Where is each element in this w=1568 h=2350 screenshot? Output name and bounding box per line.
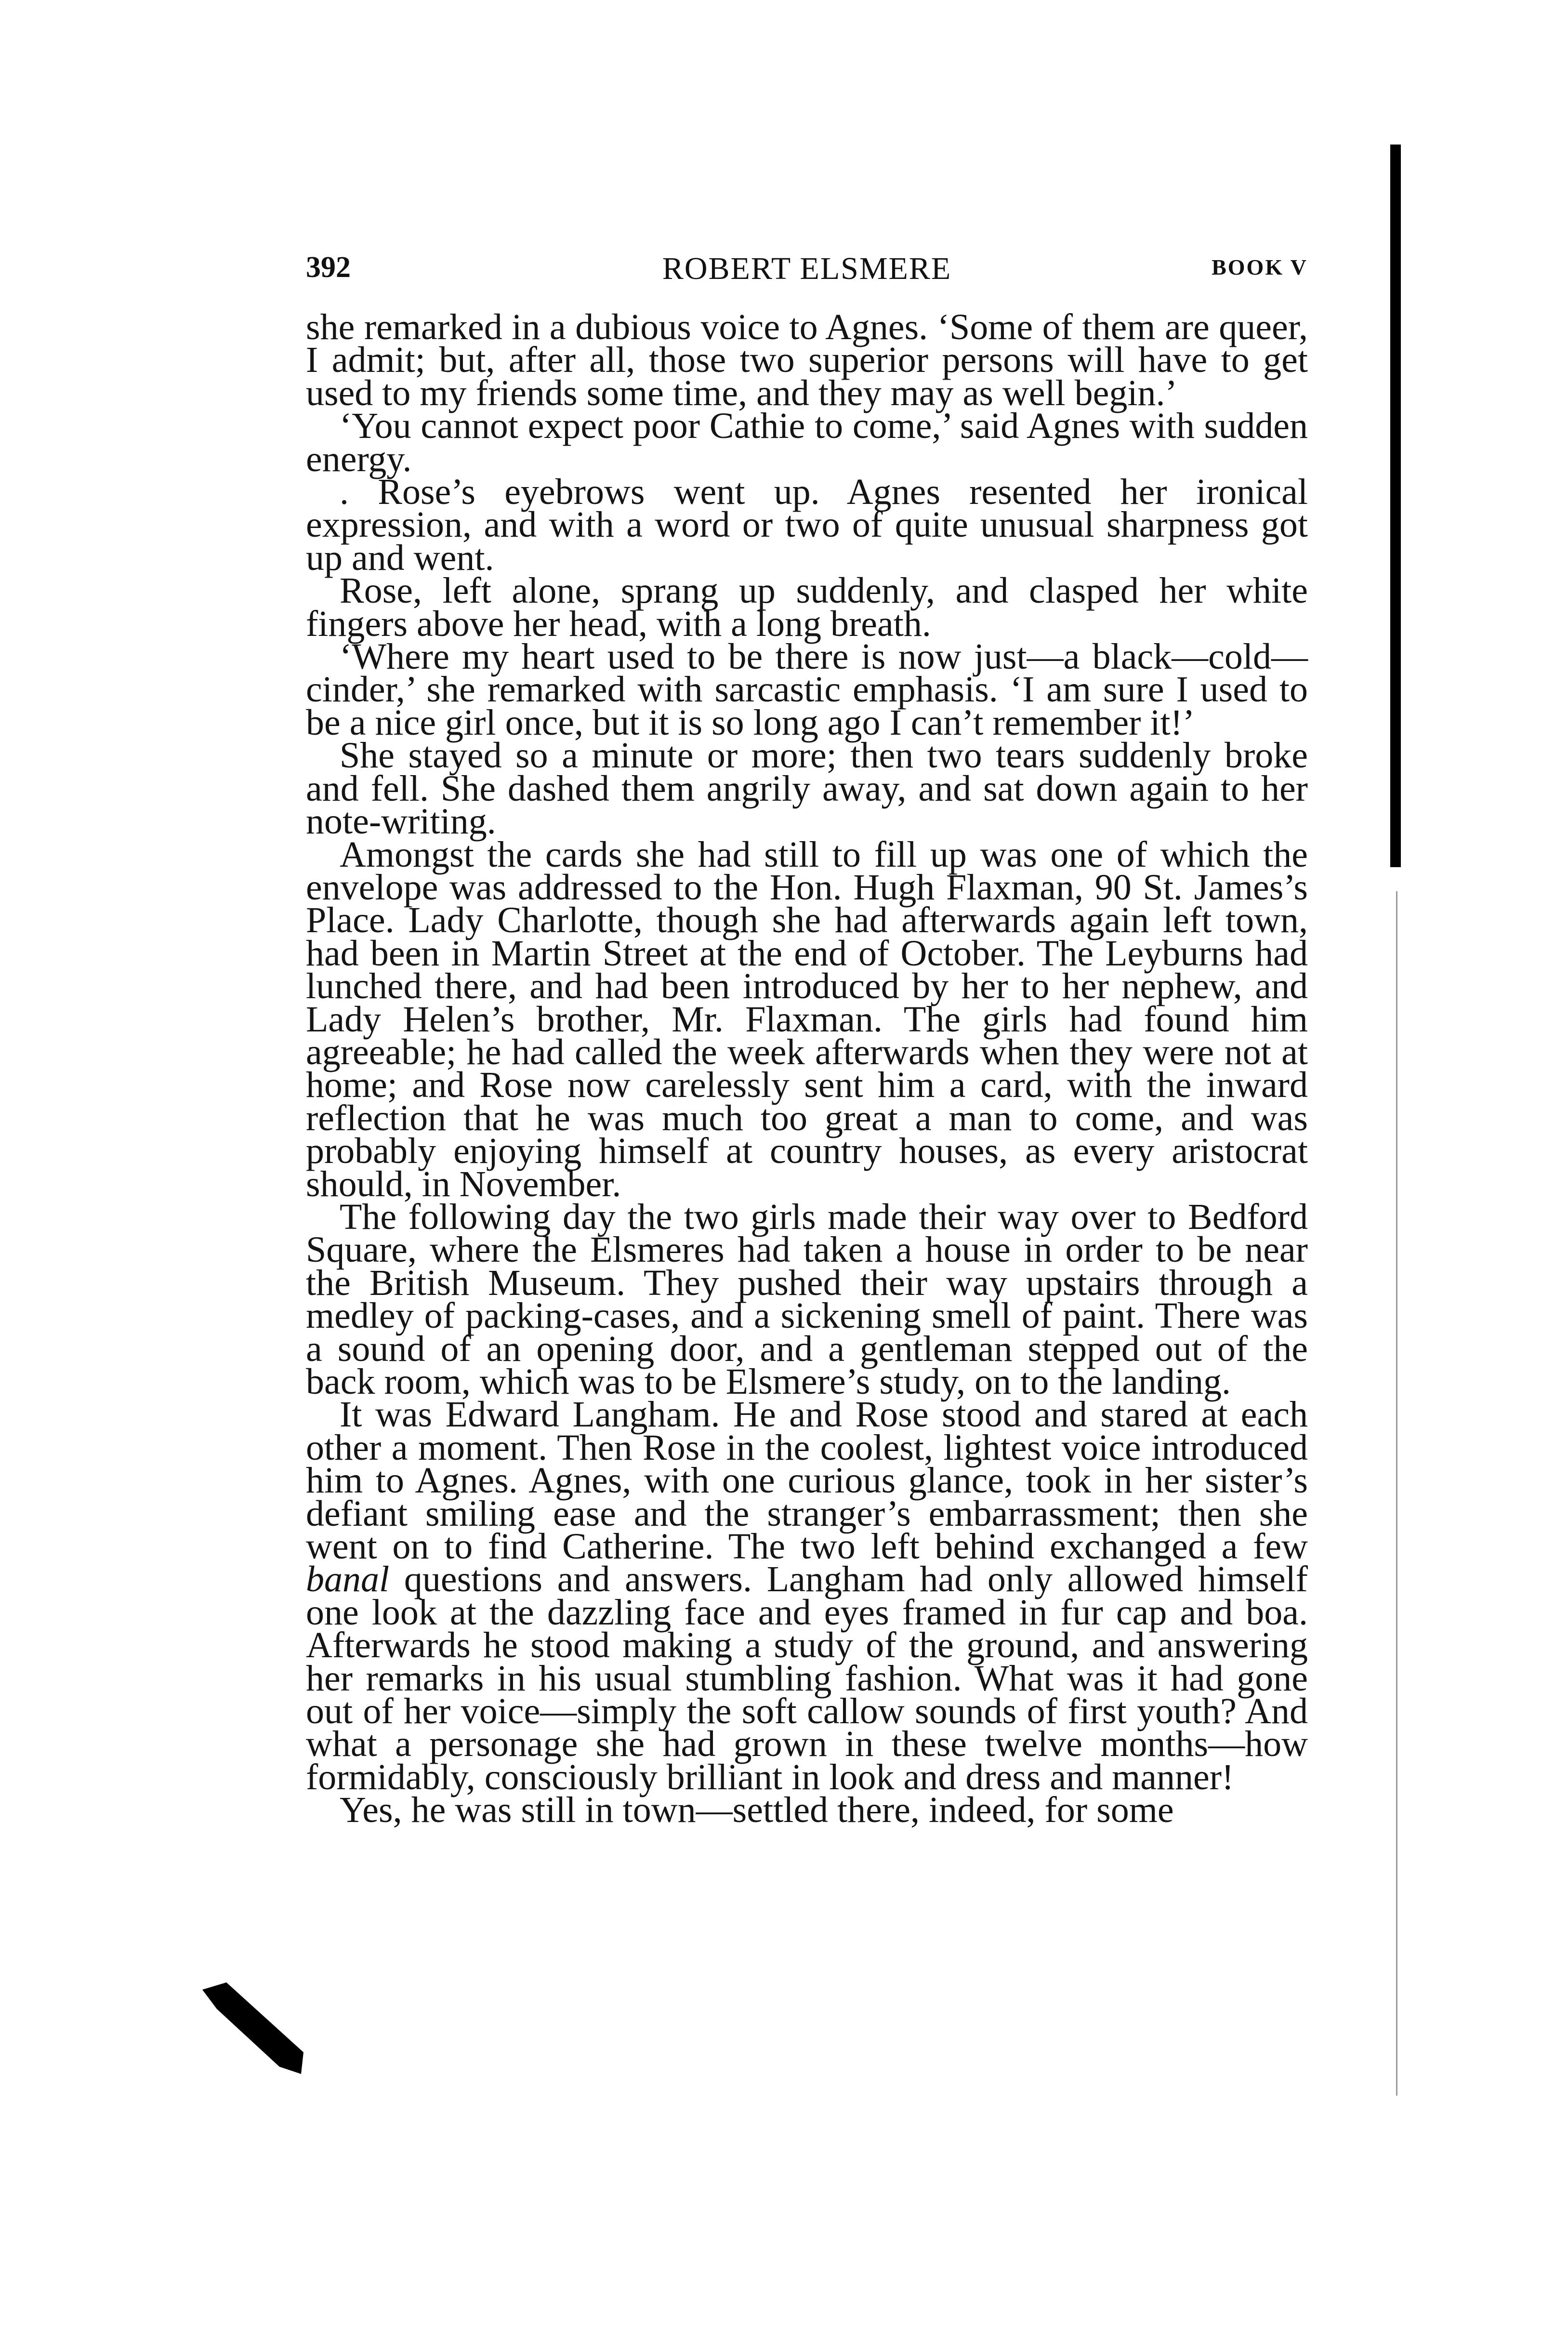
- text-run: questions and answers. Langham had only allowed himself one look at the dazzling face and eyes framed in fur cap and boa. Afterwards he stood making a study of the ground, and answering her remarks in his usual stumbling fashion. What was it had gone out of her voice—simply the soft callow sounds of first youth? And what a personage she had grown in these twelve months—how formidably, consciously brilliant in look and dress and manner!: [306, 1559, 1308, 1797]
- paragraph: . Rose’s eyebrows went up. Agnes resented her ironical expression, and with a word or two of quite unusual sharpness got up and went.: [306, 472, 1308, 578]
- paragraph: Amongst the cards she had still to fill up was one of which the envelope was addressed to the Hon. Hugh Flaxman, 90 St. James’s Place. Lady Charlotte, though she had afterwards again left town, had been in Martin Street at the end of October. The Leyburns had lunched there, and had been introduced by her to her nephew, and Lady Helen’s brother, Mr. Flaxman. The girls had found him agreeable; he had called the week afterwards when they were not at home; and Rose now carelessly sent him a card, with the inward reflection that he was much too great a man to come, and was probably enjoying himself at country houses, as every aristocrat should, in November.: [306, 834, 1308, 1204]
- paragraph: The following day the two girls made their way over to Bedford Square, where the Elsmeres had taken a house in order to be near the British Museum. They pushed their way upstairs through a medley of packing-cases, and a sickening smell of paint. There was a sound of an opening door, and a gentleman stepped out of the back room, which was to be Elsmere’s study, on to the landing.: [306, 1196, 1308, 1402]
- page-header: [306, 251, 1308, 294]
- scan-edge-line: [1387, 145, 1407, 867]
- running-title: ROBERT ELSMERE: [662, 251, 952, 286]
- paragraph: Rose, left alone, sprang up suddenly, and clasped her white fingers above her head, with a long breath.: [306, 570, 1308, 644]
- paragraph: ‘Where my heart used to be there is now just—a black—cold—cinder,’ she remarked with sarcastic emphasis. ‘I am sure I used to be a nice girl once, but it is so long ago I can’t remember it!’: [306, 636, 1308, 743]
- text-run: It was Edward Langham. He and Rose stood and stared at each other a moment. Then Rose in the coolest, lightest voice introduced him to Agnes. Agnes, with one curious glance, took in her sister’s defiant smiling ease and the stranger’s embarrassment; then she went on to find Catherine. The two left behind exchanged a few: [306, 1394, 1308, 1567]
- scan-ink-mark: [198, 1980, 308, 2076]
- scan-edge-faint: [1392, 891, 1402, 2096]
- book-label: BOOK V: [1212, 255, 1308, 279]
- paragraph: ‘You cannot expect poor Cathie to come,’ said Agnes with sudden energy.: [306, 406, 1308, 479]
- paragraph-continued: she remarked in a dubious voice to Agnes. ‘Some of them are queer, I admit; but, after all, those two superior persons will have to get used to my friends some time, and they may as well begin.’: [306, 307, 1308, 413]
- body-text: [306, 307, 1308, 1831]
- paragraph-langham: [306, 1394, 1308, 1797]
- italic-word: banal: [306, 1559, 390, 1600]
- paragraph-last-line: Yes, he was still in town—settled there, indeed, for some: [340, 1790, 1174, 1831]
- page-number: 392: [306, 251, 351, 284]
- paragraph: She stayed so a minute or more; then two tears suddenly broke and fell. She dashed them angrily away, and sat down again to her note-writing.: [306, 735, 1308, 842]
